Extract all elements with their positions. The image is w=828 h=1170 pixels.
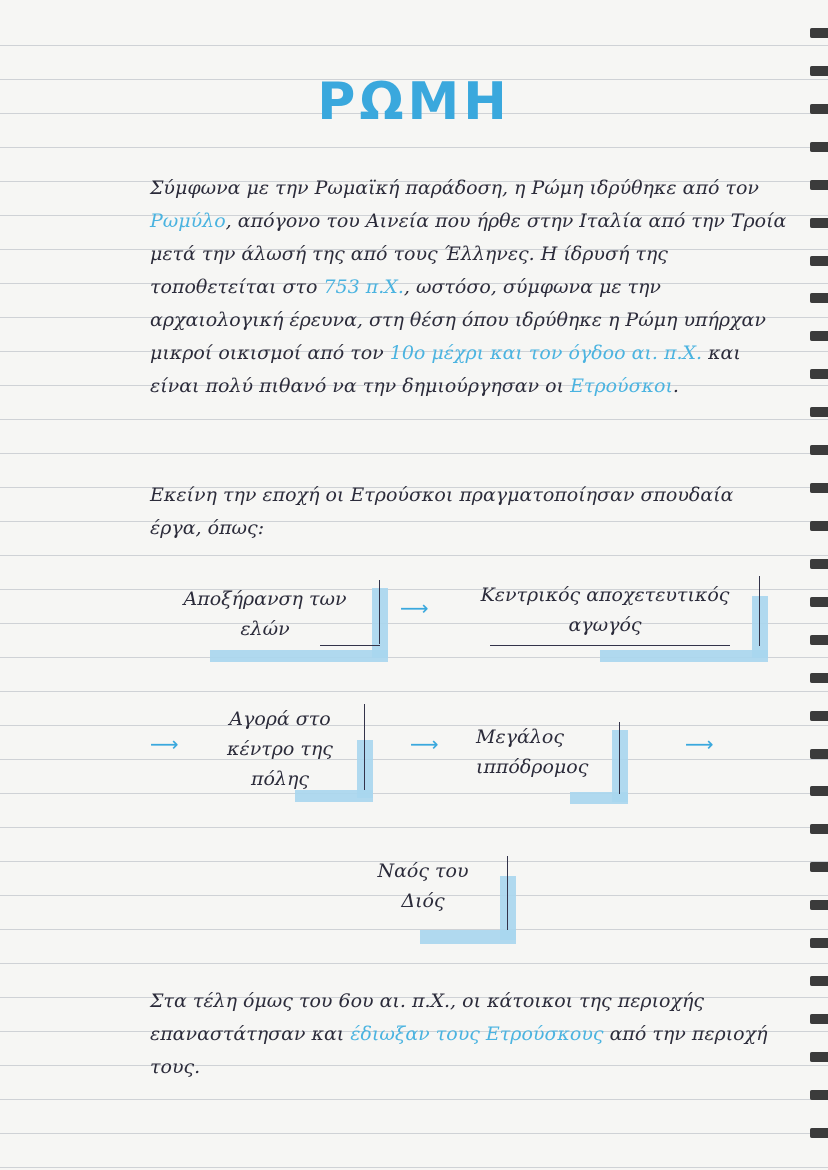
founding-date: 753 π.Χ. [323, 276, 404, 298]
work-box-sewer: Κεντρικός αποχετευτικός αγωγός [470, 576, 760, 658]
founder-name: Ρωμύλο [150, 210, 226, 232]
arrow-right-icon: ⟶ [400, 596, 429, 620]
page-title: ΡΩΜΗ [317, 72, 511, 132]
works-intro: Εκείνη την εποχή οι Ετρούσκοι πραγματοποίησαν σπουδαία έργα, όπως: [150, 484, 734, 539]
expelled-highlight: έδιωξαν τους Ετρούσκους [350, 1023, 604, 1045]
work-box-agora: Αγορά στο κέντρο της πόλης [205, 704, 365, 796]
arrow-right-icon: ⟶ [150, 732, 179, 756]
spiral-binding [806, 28, 828, 1138]
arrow-right-icon: ⟶ [685, 732, 714, 756]
work-box-temple: Ναός του Διός [358, 856, 508, 938]
work-box-hippodrome: Μεγάλος ιππόδρομος [470, 722, 620, 800]
etruscans-name: Ετρούσκοι [570, 375, 673, 397]
work-box-drainage: Αποξήρανση των ελών [160, 580, 380, 658]
arrow-right-icon: ⟶ [410, 732, 439, 756]
outro-paragraph: Στα τέλη όμως του 6ου αι. π.Χ., οι κάτοικοι της περιοχής επαναστάτησαν και έδιωξαν τους Ετρούσκους από την περιοχή τους. [150, 990, 768, 1078]
century-range: 10ο μέχρι και τον όγδοο αι. π.Χ. [389, 342, 703, 364]
intro-paragraph: Σύμφωνα με την Ρωμαϊκή παράδοση, η Ρώμη ιδρύθηκε από τον Ρωμύλο, απόγονο του Αινεία που ήρθε στην Ιταλία από την Τροία μετά την άλωσή της από τους Έλληνες. Η ίδρυσή της τοποθετείται στο 753 π.Χ., ωστόσο, σύμφωνα με την αρχαιολογική έρευνα, στη θέση όπου ιδρύθηκε η Ρώμη υπήρχαν μικροί οικισμοί από τον 10ο μέχρι και τον όγδοο αι. π.Χ. και είναι πολύ πιθανό να την δημιούργησαν οι Ετρούσκοι. [150, 177, 787, 397]
